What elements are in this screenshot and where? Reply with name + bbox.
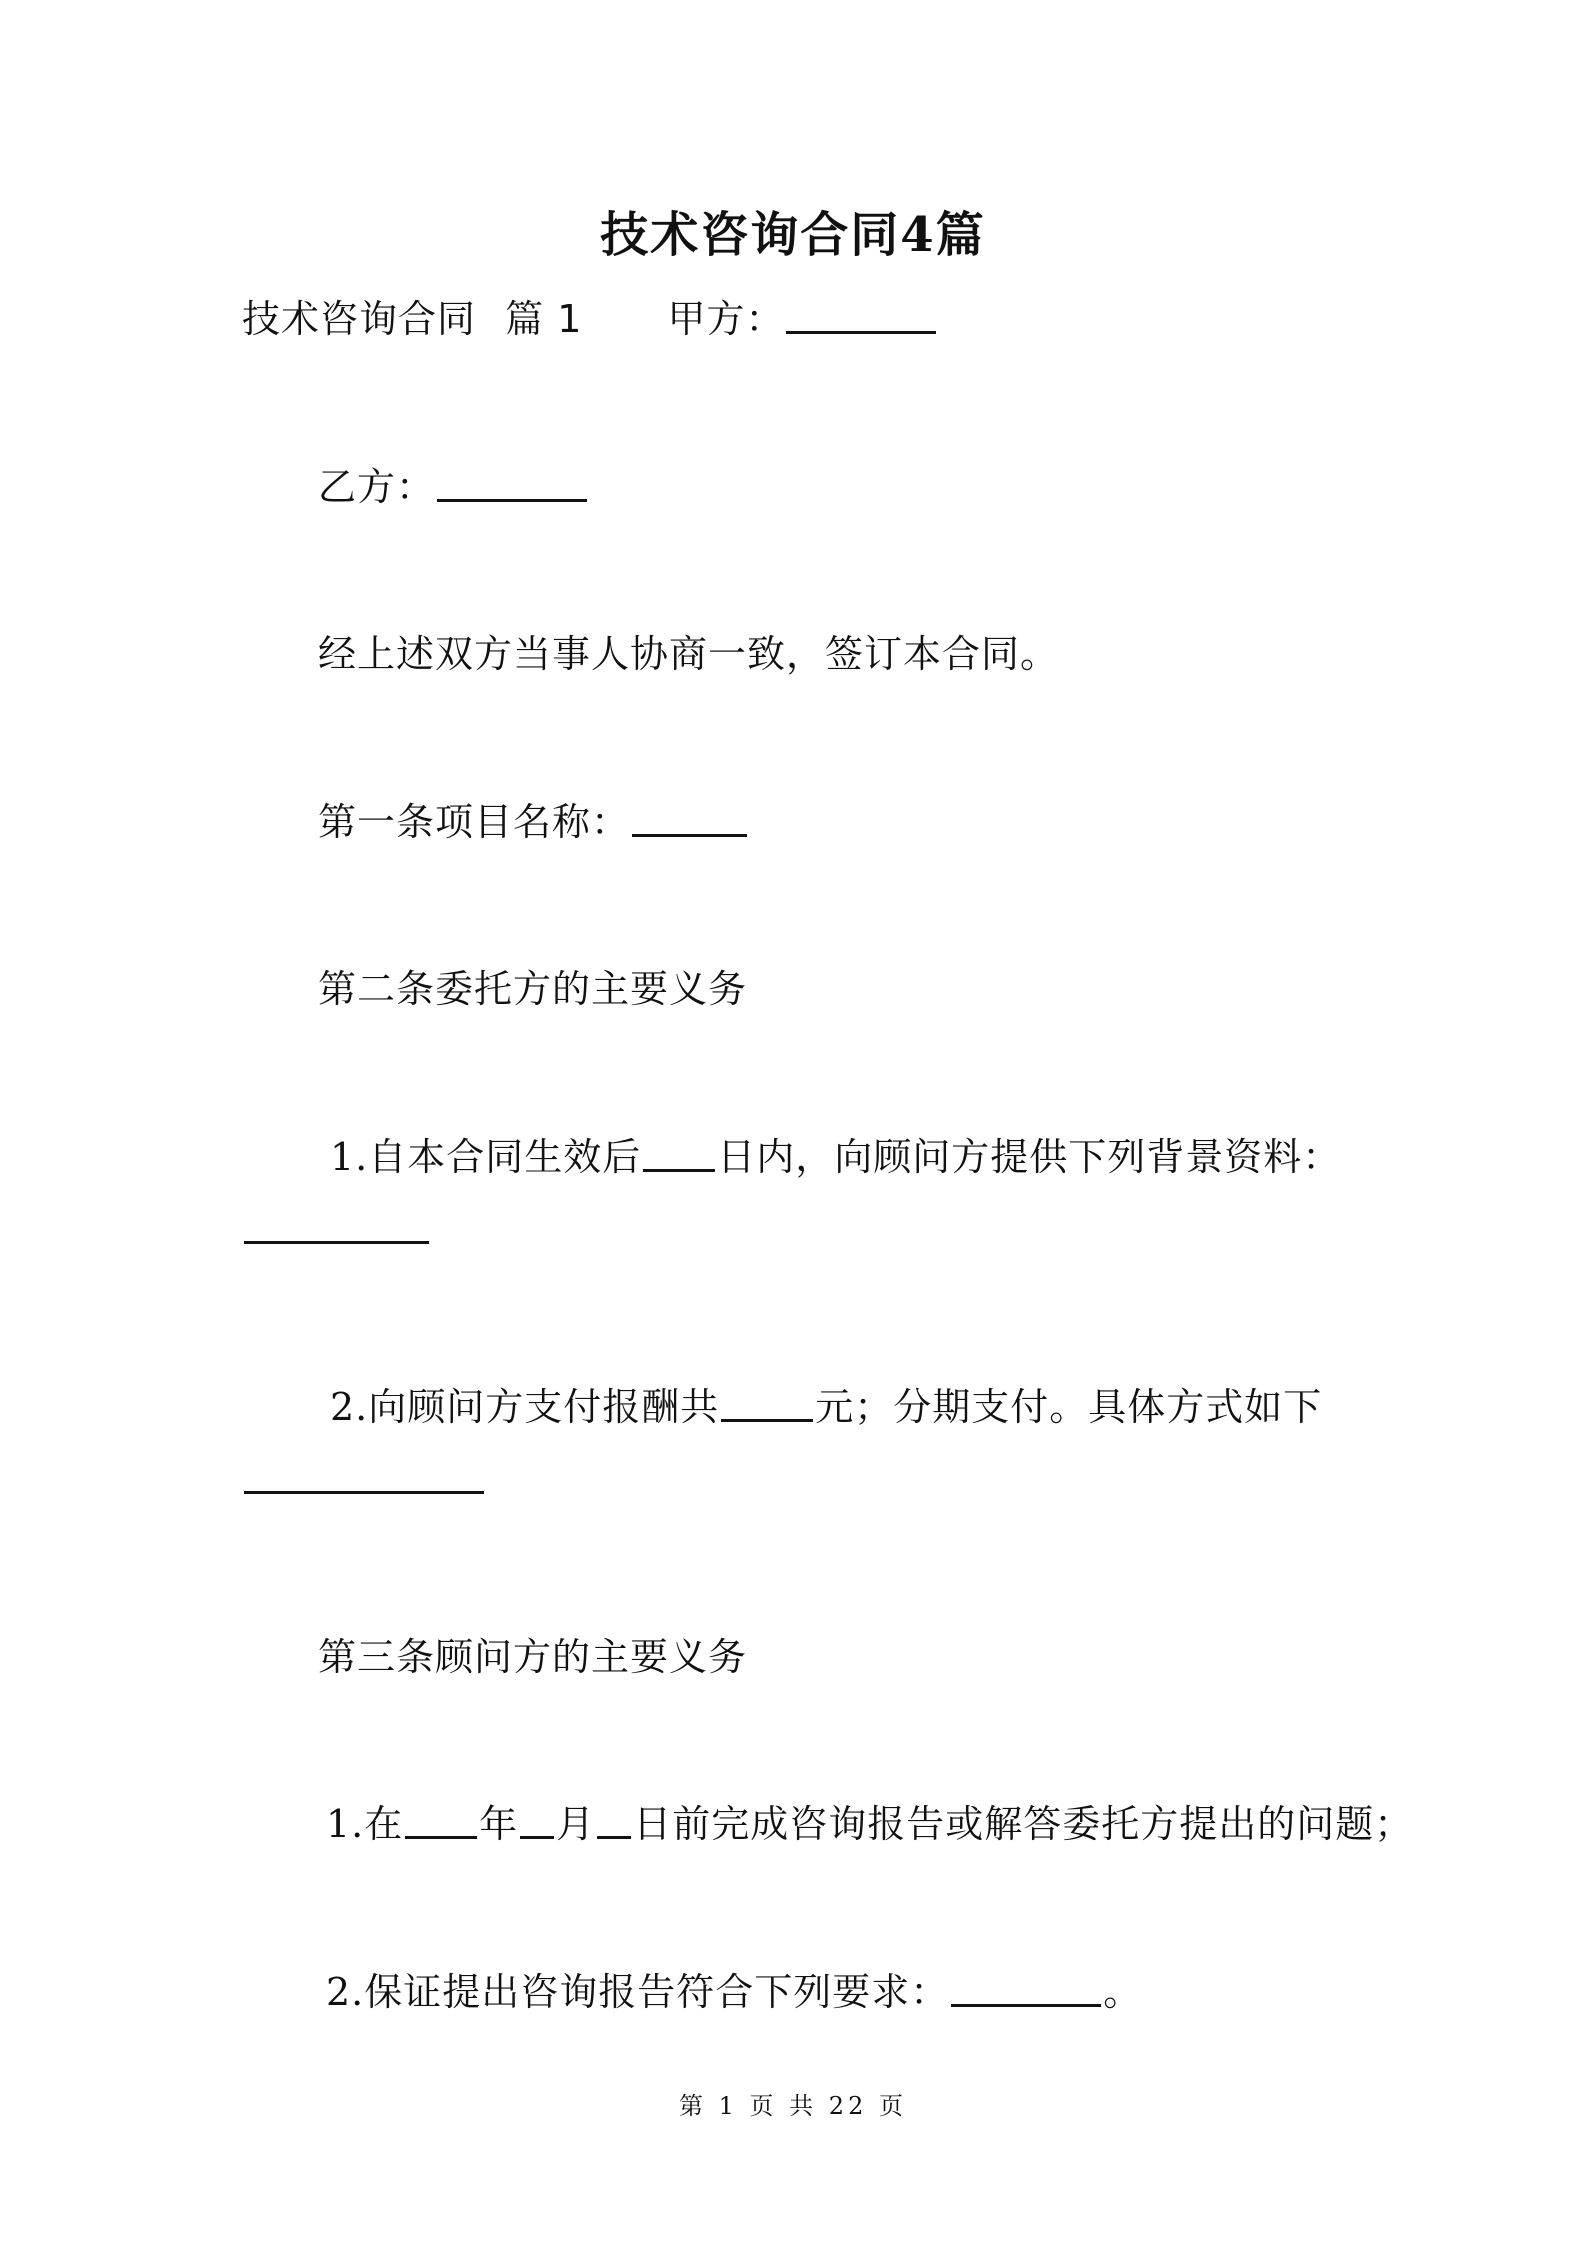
article2-heading: 第二条委托方的主要义务	[318, 967, 748, 1011]
article3-heading: 第三条顾问方的主要义务	[318, 1635, 748, 1679]
article3-item2	[326, 1968, 1142, 2016]
party-a-label: 甲方：	[667, 297, 785, 341]
party-b-blank	[437, 498, 587, 502]
article2-item2	[330, 1383, 1322, 1431]
article3-item1-suffix: 日前完成咨询报告或解答委托方提出的问题；	[633, 1802, 1414, 1846]
article3-item2-prefix: 2.保证提出咨询报告符合下列要求：	[326, 1970, 950, 2014]
year-blank	[405, 1835, 477, 1839]
article2-item1	[330, 1133, 1341, 1181]
article3-item1-prefix: 1.在	[326, 1802, 404, 1846]
article2-item1-suffix: 日内，向顾问方提供下列背景资料：	[717, 1135, 1342, 1179]
background-materials-blank	[244, 1240, 429, 1244]
article1-label: 第一条项目名称：	[318, 800, 631, 844]
year-label: 年	[479, 1802, 519, 1846]
party-a-blank	[786, 330, 936, 334]
article2-item2-suffix: 元；分期支付。具体方式如下	[815, 1385, 1323, 1429]
days-blank	[643, 1168, 715, 1172]
header-line	[242, 295, 938, 343]
party-b-label: 乙方：	[318, 465, 436, 509]
article1-line	[318, 798, 749, 846]
project-name-blank	[632, 833, 747, 837]
background-materials-line	[242, 1205, 431, 1253]
intro-paragraph: 经上述双方当事人协商一致，签订本合同。	[318, 632, 1060, 676]
month-blank	[520, 1835, 554, 1839]
document-title: 技术咨询合同4篇	[600, 207, 986, 263]
page-footer: 第 1 页 共 22 页	[679, 2092, 907, 2120]
payment-amount-blank	[721, 1418, 813, 1422]
day-blank	[597, 1835, 631, 1839]
requirements-blank	[951, 2003, 1101, 2007]
month-label: 月	[556, 1802, 596, 1846]
payment-method-line	[242, 1455, 486, 1503]
part-label: 技术咨询合同	[242, 297, 477, 341]
article3-item2-suffix: 。	[1103, 1970, 1143, 2014]
part-number: 篇 1	[505, 297, 583, 341]
payment-method-blank	[244, 1490, 484, 1494]
article2-item2-prefix: 2.向顾问方支付报酬共	[330, 1385, 720, 1429]
article2-item1-prefix: 1.自本合同生效后	[330, 1135, 642, 1179]
article3-item1	[326, 1800, 1413, 1848]
party-b-line	[318, 463, 589, 511]
